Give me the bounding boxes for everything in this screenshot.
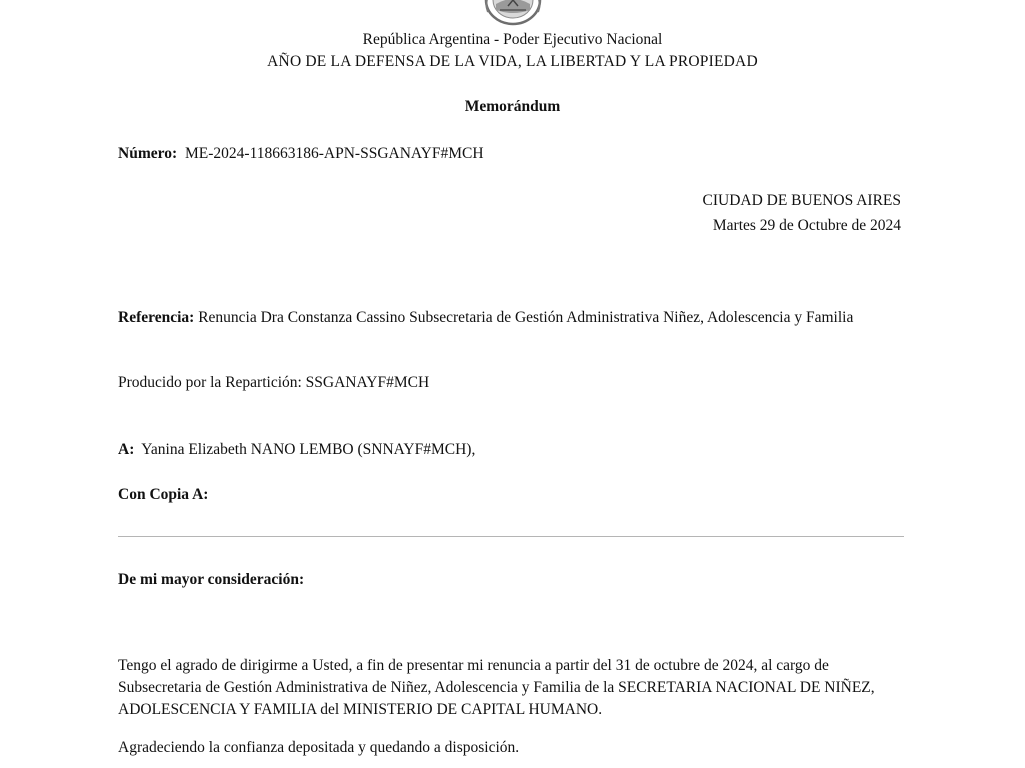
numero-row [118,145,484,163]
numero-value: ME-2024-118663186-APN-SSGANAYF#MCH [185,145,484,162]
city: CIUDAD DE BUENOS AIRES [702,192,901,209]
referencia-row [118,307,908,329]
producido-por: Producido por la Repartición: SSGANAYF#MCH [118,374,430,391]
argentina-coat-of-arms-icon [478,0,548,26]
greeting: De mi mayor consideración: [118,571,305,588]
referencia-label: Referencia: [118,309,195,326]
destinatario-row [118,441,475,459]
body-paragraph-2: Agradeciendo la confianza depositada y quedando a disposición. [118,739,520,756]
body-paragraph-1: Tengo el agrado de dirigirme a Usted, a fin de presentar mi renuncia a partir del 31 de octubre de 2024, al cargo de Subsecretaria de Gestión Administrativa de Niñez, Adolescencia y Familia de la SECRETARIA NACIONAL DE NIÑEZ, ADOLESCENCIA Y FAMILIA del MINISTERIO DE CAPITAL HUMANO. [118,657,875,718]
document-type-title: Memorándum [464,98,561,115]
destinatario-value: Yanina Elizabeth NANO LEMBO (SNNAYF#MCH), [141,441,476,458]
numero-label: Número: [118,145,178,162]
destinatario-label: A: [118,441,135,458]
date: Martes 29 de Octubre de 2024 [712,217,901,234]
referencia-value: Renuncia Dra Constanza Cassino Subsecretaria de Gestión Administrativa Niñez, Adolescencia y Familia [198,309,854,326]
con-copia-label: Con Copia A: [118,486,209,503]
divider [118,536,904,537]
header-line-2: AÑO DE LA DEFENSA DE LA VIDA, LA LIBERTAD Y LA PROPIEDAD [267,53,758,70]
header-line-1: República Argentina - Poder Ejecutivo Nacional [362,31,663,48]
